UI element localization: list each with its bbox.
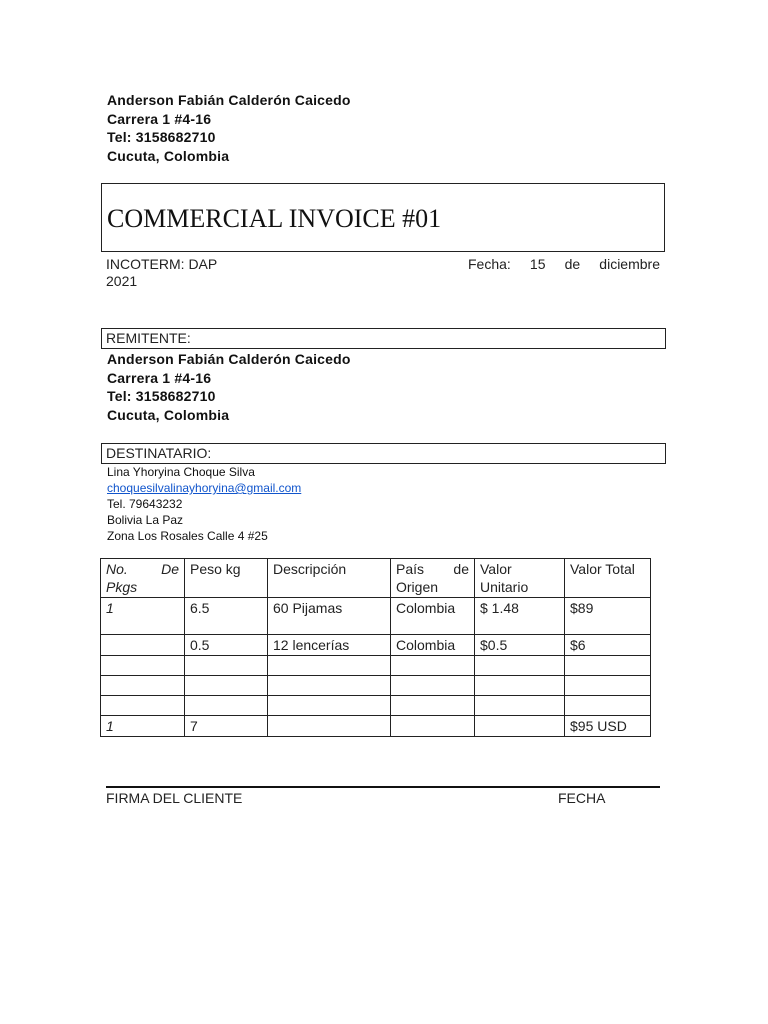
cell-peso: 6.5 <box>185 598 268 635</box>
header-descripcion: Descripción <box>268 559 391 598</box>
sender-address: Carrera 1 #4-16 <box>107 110 212 127</box>
fecha-day: 15 <box>529 256 546 272</box>
fecha-year: 2021 <box>106 273 138 289</box>
recipient-name: Lina Yhoryina Choque Silva <box>107 465 255 479</box>
table-row <box>101 598 651 635</box>
header-peso: Peso kg <box>185 559 268 598</box>
remitente-city: Cucuta, Colombia <box>107 406 230 423</box>
header-pkgs: No. De Pkgs <box>101 559 185 598</box>
header-valor-unitario: Valor Unitario <box>475 559 565 598</box>
sender-name: Anderson Fabián Calderón Caicedo <box>107 92 351 108</box>
cell-descripcion: 60 Pijamas <box>268 598 391 635</box>
total-peso: 7 <box>185 716 268 737</box>
cell-total: $89 <box>565 598 651 635</box>
signature-label: FIRMA DEL CLIENTE <box>106 790 243 806</box>
fecha-month: diciembre <box>599 256 660 272</box>
cell-pais: Colombia <box>391 635 475 656</box>
cell-descripcion: 12 lencerías <box>268 635 391 656</box>
fecha-label: Fecha: <box>468 256 511 272</box>
sender-header <box>107 91 351 165</box>
remitente-details <box>107 350 351 424</box>
total-pkgs: 1 <box>101 716 185 737</box>
sender-city: Cucuta, Colombia <box>107 147 230 164</box>
incoterm: INCOTERM: DAP <box>106 256 218 272</box>
fecha-line <box>468 256 660 272</box>
total-valor: $95 USD <box>565 716 651 737</box>
items-table <box>100 558 651 737</box>
table-row-empty <box>101 656 651 676</box>
signature-line <box>106 786 660 788</box>
destinatario-label: DESTINATARIO: <box>101 443 666 464</box>
recipient-details <box>107 464 301 544</box>
cell-unitario: $0.5 <box>475 635 565 656</box>
invoice-title: COMMERCIAL INVOICE #01 <box>107 204 442 233</box>
table-total-row <box>101 716 651 737</box>
cell-peso: 0.5 <box>185 635 268 656</box>
fecha-de: de <box>564 256 581 272</box>
cell-pkgs: 1 <box>101 598 185 635</box>
recipient-address: Zona Los Rosales Calle 4 #25 <box>107 529 268 543</box>
table-row-empty <box>101 676 651 696</box>
header-pais: País de Origen <box>391 559 475 598</box>
recipient-tel: Tel. 79643232 <box>107 497 183 511</box>
cell-total: $6 <box>565 635 651 656</box>
recipient-email-link[interactable]: choquesilvalinayhoryina@gmail.com <box>107 481 302 495</box>
sender-tel: Tel: 3158682710 <box>107 129 216 145</box>
cell-unitario: $ 1.48 <box>475 598 565 635</box>
signature-date-label: FECHA <box>558 790 606 806</box>
invoice-title-box <box>101 183 665 252</box>
remitente-tel: Tel: 3158682710 <box>107 388 216 404</box>
recipient-country: Bolivia La Paz <box>107 513 184 527</box>
cell-pais: Colombia <box>391 598 475 635</box>
remitente-name: Anderson Fabián Calderón Caicedo <box>107 351 351 367</box>
table-row-empty <box>101 696 651 716</box>
remitente-address: Carrera 1 #4-16 <box>107 369 212 386</box>
table-header-row <box>101 559 651 598</box>
remitente-label: REMITENTE: <box>101 328 666 349</box>
table-row <box>101 635 651 656</box>
header-valor-total: Valor Total <box>565 559 651 598</box>
cell-pkgs <box>101 635 185 656</box>
